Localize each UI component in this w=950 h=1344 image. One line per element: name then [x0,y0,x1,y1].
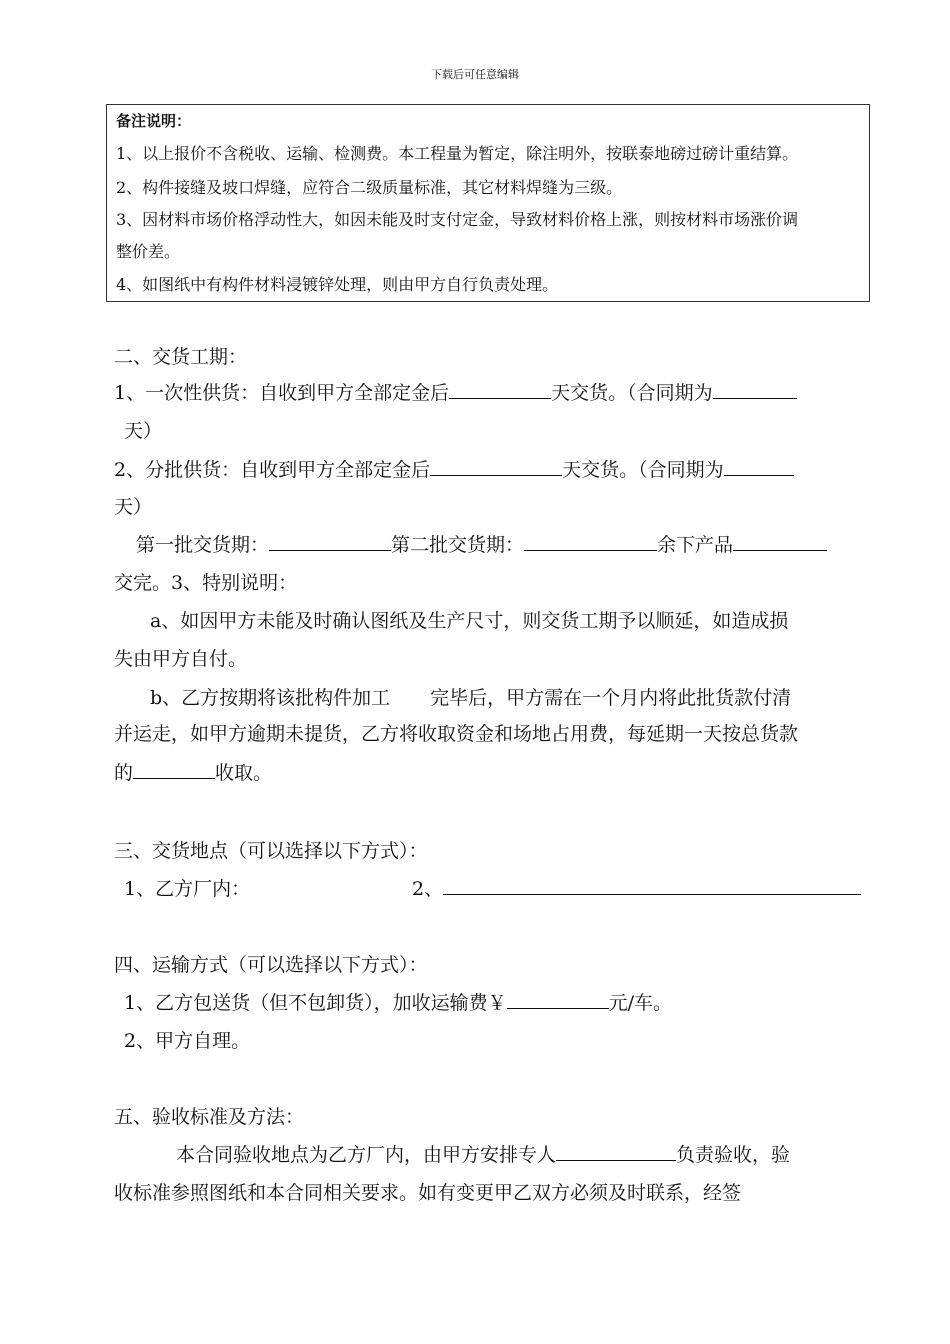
transport-option-1-text-a: 1、乙方包送货（但不包卸货），加收运输费￥ [124,992,507,1014]
special-b-line-3 [114,758,272,785]
note-line-2: 2、构件接缝及坡口焊缝，应符合二级质量标准，其它材料焊缝为三级。 [116,178,623,197]
note-line-4: 整价差。 [116,242,181,261]
special-b-text-a: b、乙方按期将该批构件加工 [150,687,391,709]
note-line-3: 3、因材料市场价格浮动性大，如因未能及时支付定金，导致材料价格上涨，则按材料市场涨价调 [116,210,799,229]
note-line-5: 4、如图纸中有构件材料浸镀锌处理，则由甲方自行负责处理。 [116,275,559,294]
special-b-text-c: 的 [114,762,134,784]
blank-inspector[interactable] [556,1140,676,1161]
blank-contract-days-2[interactable] [724,455,794,476]
delivery-line-4: 交完。3、特别说明： [114,572,298,594]
place-option-2 [412,874,861,901]
note-line-1: 1、以上报价不含税收、运输、检测费。本工程量为暂定，除注明外，按联泰地磅过磅计重结算。 [116,144,799,163]
delivery-heading: 二、交货工期： [114,346,248,368]
transport-option-1-text-b: 元/车。 [608,992,672,1014]
special-b-text-d: 收取。 [215,762,273,784]
acceptance-line-1 [176,1140,790,1167]
delivery-line-1-text-b: 天交货。（合同期为 [551,382,713,404]
acceptance-text-a: 本合同验收地点为乙方厂内，由甲方安排专人 [176,1144,557,1166]
delivery-line-2-end: 天） [114,496,153,518]
transport-option-1 [124,988,672,1015]
batch-2-label: 第二批交货期： [391,534,525,556]
place-option-1: 1、乙方厂内： [124,878,251,900]
blank-fee-rate[interactable] [133,758,215,779]
transport-option-2: 2、甲方自理。 [124,1030,251,1052]
acceptance-line-2: 收标准参照图纸和本合同相关要求。如有变更甲乙双方必须及时联系，经签 [114,1182,742,1204]
delivery-line-2 [114,455,794,482]
blank-days-1[interactable] [449,378,551,399]
notes-title: 备注说明： [116,112,192,130]
special-a-line-1: a、如因甲方未能及时确认图纸及生产尺寸，则交货工期予以顺延，如造成损 [150,610,789,632]
batch-1-label: 第一批交货期： [136,534,270,556]
delivery-batches [136,530,827,557]
delivery-line-2-text-b: 天交货。（合同期为 [562,459,724,481]
blank-batch-1[interactable] [269,530,391,551]
place-heading: 三、交货地点（可以选择以下方式）： [114,840,428,862]
remaining-label: 余下产品 [657,534,734,556]
blank-days-2[interactable] [430,455,562,476]
special-b-line-2: 并运走，如甲方逾期未提货，乙方将收取资金和场地占用费，每延期一天按总货款 [114,723,799,745]
special-b-text-b: 完毕后，甲方需在一个月内将此批货款付清 [430,687,792,709]
delivery-line-1-end: 天） [124,420,163,442]
acceptance-heading: 五、验收标准及方法： [114,1106,305,1128]
blank-batch-2[interactable] [524,530,657,551]
blank-place[interactable] [443,874,861,895]
special-a-line-2: 失由甲方自付。 [114,648,248,670]
blank-freight[interactable] [507,988,609,1009]
delivery-line-1-text-a: 1、一次性供货：自收到甲方全部定金后 [114,382,450,404]
place-option-2-label: 2、 [412,878,444,900]
acceptance-text-b: 负责验收，验 [676,1144,791,1166]
delivery-line-2-text-a: 2、分批供货：自收到甲方全部定金后 [114,459,431,481]
special-b-line-1 [150,683,791,710]
blank-contract-days-1[interactable] [713,378,797,399]
page-header: 下载后可任意编辑 [431,68,519,81]
notes-box [106,104,870,302]
blank-remaining[interactable] [733,530,827,551]
transport-heading: 四、运输方式（可以选择以下方式）： [114,954,428,976]
delivery-line-1 [114,378,797,405]
